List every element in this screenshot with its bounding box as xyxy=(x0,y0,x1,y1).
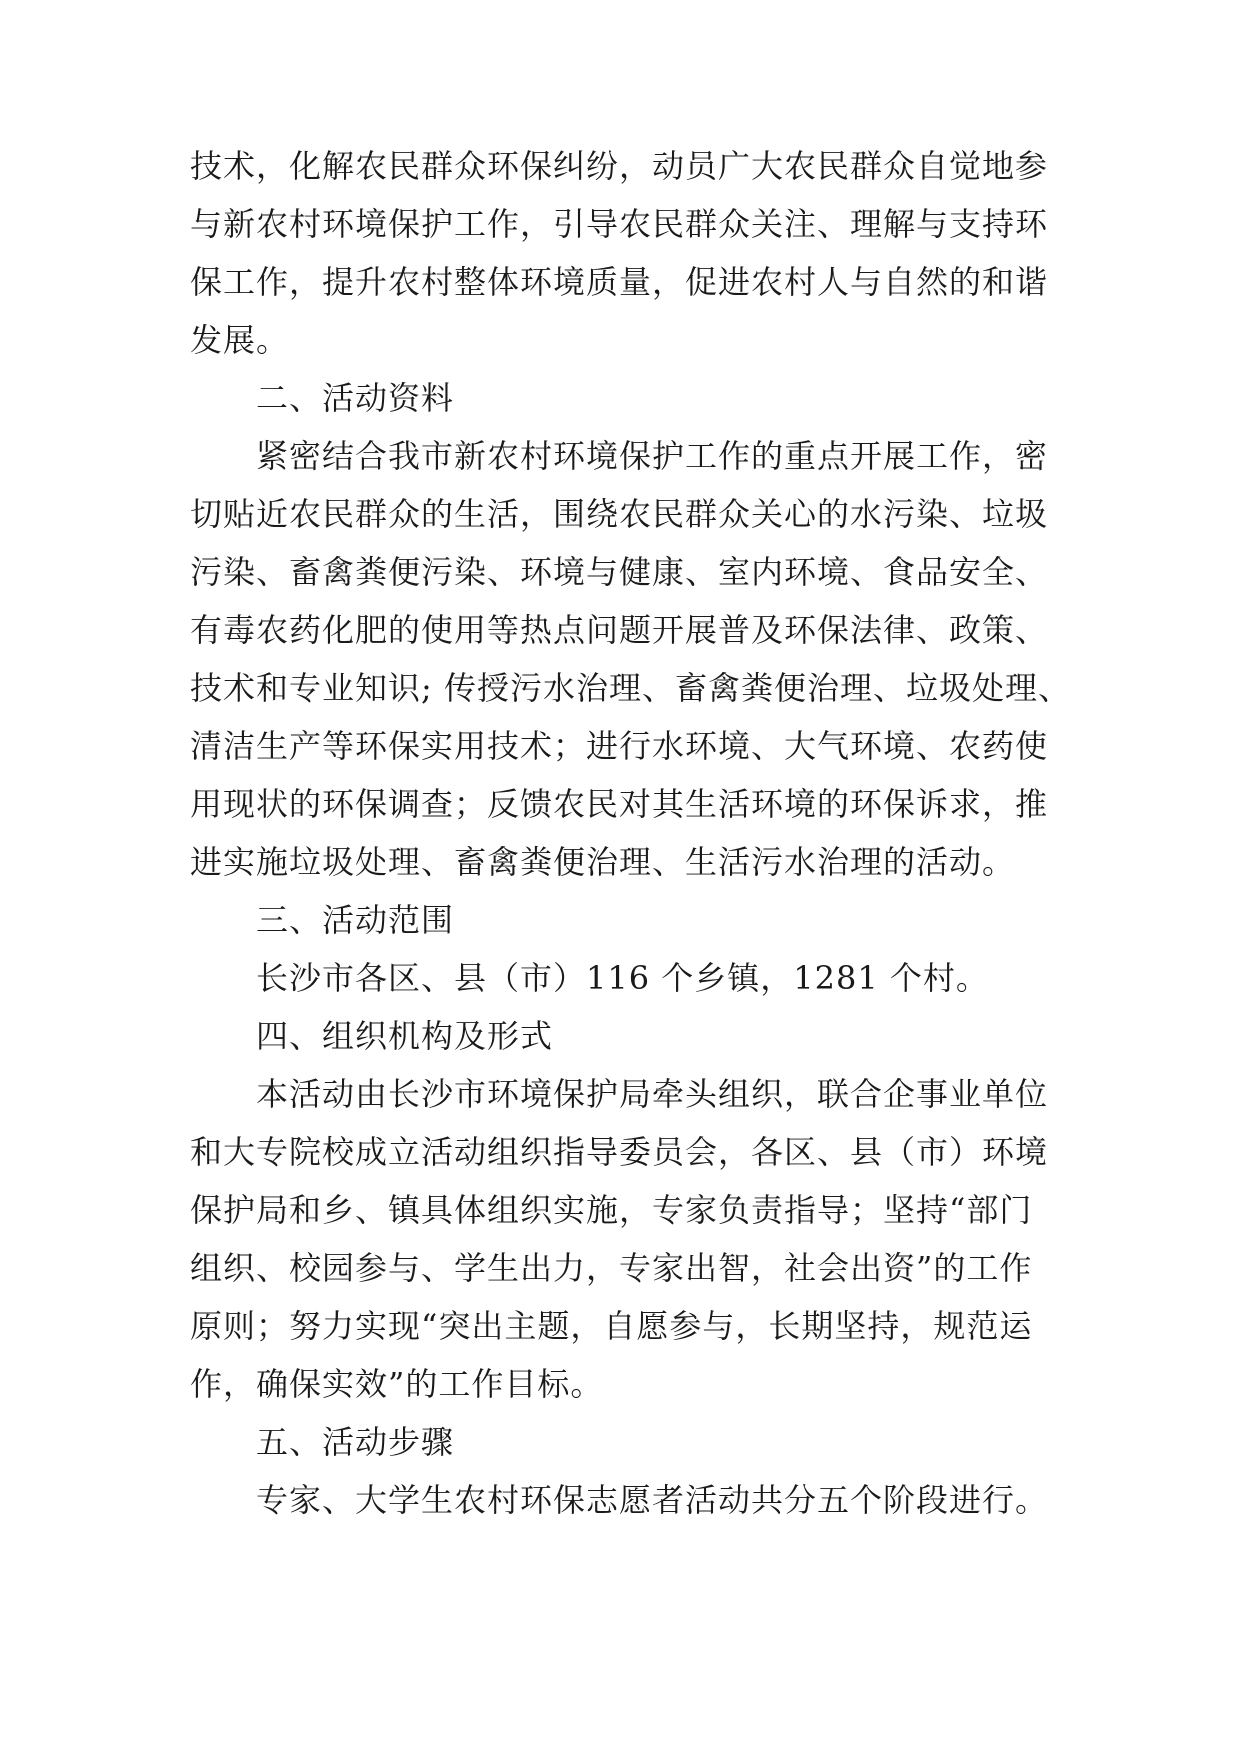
section-heading-organization: 四、组织机构及形式 xyxy=(256,1017,554,1055)
text-line: 与新农村环境保护工作，引导农民群众关注、理解与支持环 xyxy=(190,205,1049,243)
document-body xyxy=(190,137,1070,1529)
paragraph-activity-scope: 长沙市各区、县（市）116 个乡镇，1281 个村。 xyxy=(256,959,989,997)
text-line: 保护局和乡、镇具体组织实施，专家负责指导；坚持“部门 xyxy=(190,1191,1033,1229)
text-line: 进实施垃圾处理、畜禽粪便治理、生活污水治理的活动。 xyxy=(190,843,1016,881)
text-line: 有毒农药化肥的使用等热点问题开展普及环保法律、政策、 xyxy=(190,611,1049,649)
text-line: 本活动由长沙市环境保护局牵头组织，联合企事业单位 xyxy=(256,1075,1049,1113)
section-heading-activity-scope: 三、活动范围 xyxy=(256,901,455,939)
text-line: 切贴近农民群众的生活，围绕农民群众关心的水污染、垃圾 xyxy=(190,495,1049,533)
text-line: 污染、畜禽粪便污染、环境与健康、室内环境、食品安全、 xyxy=(190,553,1049,591)
text-line: 组织、校园参与、学生出力，专家出智，社会出资”的工作 xyxy=(190,1249,1033,1287)
paragraph-activity-content xyxy=(190,427,1070,891)
text-line: 技术，化解农民群众环保纠纷，动员广大农民群众自觉地参 xyxy=(190,147,1049,185)
text-line: 和大专院校成立活动组织指导委员会，各区、县（市）环境 xyxy=(190,1133,1049,1171)
text-line: 保工作，提升农村整体环境质量，促进农村人与自然的和谐 xyxy=(190,263,1049,301)
text-line: 紧密结合我市新农村环境保护工作的重点开展工作，密 xyxy=(256,437,1049,475)
text-line: 原则；努力实现“突出主题，自愿参与，长期坚持，规范运 xyxy=(190,1307,1033,1345)
text-line: 技术和专业知识; 传授污水治理、畜禽粪便治理、垃圾处理、 xyxy=(190,669,1071,707)
section-heading-activity-content: 二、活动资料 xyxy=(256,379,455,417)
paragraph-organization xyxy=(190,1065,1070,1413)
text-line: 作，确保实效”的工作目标。 xyxy=(190,1365,604,1403)
section-heading-activity-steps: 五、活动步骤 xyxy=(256,1423,455,1461)
text-line: 用现状的环保调查；反馈农民对其生活环境的环保诉求，推 xyxy=(190,785,1049,823)
paragraph-activity-steps: 专家、大学生农村环保志愿者活动共分五个阶段进行。 xyxy=(256,1481,1049,1519)
paragraph-intro-continuation xyxy=(190,137,1070,369)
text-line: 清洁生产等环保实用技术；进行水环境、大气环境、农药使 xyxy=(190,727,1049,765)
text-line: 发展。 xyxy=(190,321,290,359)
